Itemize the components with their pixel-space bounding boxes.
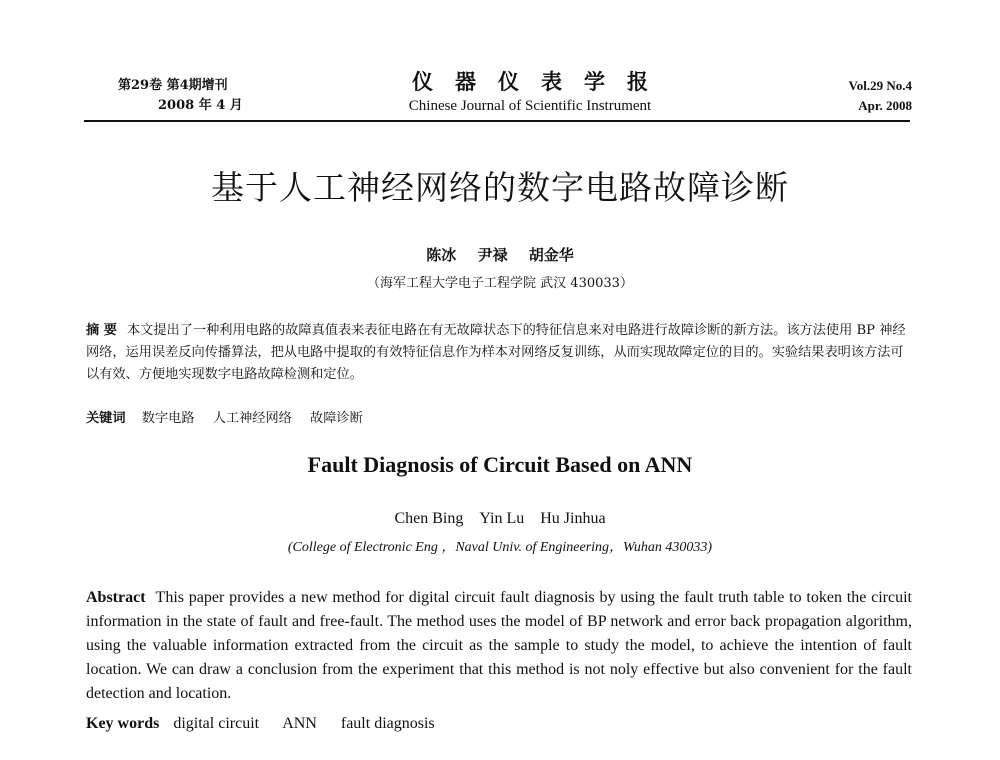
date-en: Apr. 2008 [858,98,912,113]
volume-issue-en: Vol.29 No.4 [848,78,912,93]
authors-en [0,510,1000,528]
header-right [849,76,912,116]
abstract-label-cn: 摘 要 [86,323,117,338]
journal-name [380,68,680,116]
header-rule [84,120,910,122]
abstract-cn [86,320,912,386]
paper-title-cn: 基于人工神经网络的数字电路故障诊断 [211,168,789,207]
header-left [118,76,243,116]
author-en: Hu Jinhua [540,510,606,527]
keywords-label-en: Key words [86,715,160,732]
authors-cn [0,244,1000,265]
keyword-en: ANN [282,715,317,732]
journal-name-cn: 仪器仪表学报 [412,69,670,94]
abstract-text-cn: 本文提出了一种利用电路的故障真值表来表征电路在有无故障状态下的特征信息来对电路进行故障诊断的新方法。该方法使用 BP 神经网络，运用误差反向传播算法，把从电路中提取的有效特征信息作为样本对网络反复训练，从而实现故障定位的目的。实验结果表明该方法可以有效、方便地实现数字电路故障检测和定位。 [86,323,906,382]
author-cn: 胡金华 [528,246,574,264]
affiliation-en: (College of Electronic Eng ，Naval Univ. of Engineering，Wuhan 430033) [287,540,713,555]
author-en: Chen Bing [394,510,464,527]
keyword-cn: 数字电路 [141,411,195,426]
keywords-label-cn: 关键词 [86,411,126,426]
paper-title-en: Fault Diagnosis of Circuit Based on ANN [307,452,693,477]
keywords-cn [86,408,912,430]
author-cn: 陈冰 [426,246,457,264]
abstract-text-en: This paper provides a new method for digital circuit fault diagnosis by using the fault truth table to token the circuit information in the state of fault and free-fault. The method uses the model of BP network and error back propagation algorithm, using the valuable information extracted from the circuit as the sample to study the model, to achieve the intention of fault location. We can draw a conclusion from the experiment that this method is not noly effective but also convenient for the fault detection and location. [86,589,912,702]
keyword-cn: 故障诊断 [310,411,363,426]
author-cn: 尹禄 [477,246,508,264]
keyword-cn: 人工神经网络 [212,411,292,426]
abstract-en [86,586,912,706]
volume-issue-cn: 第29卷 第4期增刊 [118,78,228,93]
author-en: Yin Lu [479,510,525,527]
abstract-label-en: Abstract [86,589,146,606]
journal-name-en: Chinese Journal of Scientific Instrument [408,98,652,114]
keyword-en: digital circuit [173,715,260,732]
keywords-en [86,712,912,736]
keyword-en: fault diagnosis [340,715,435,732]
affiliation-cn: （海军工程大学电子工程学院 武汉 430033） [367,276,633,291]
date-cn: 2008 年 4 月 [158,98,243,113]
